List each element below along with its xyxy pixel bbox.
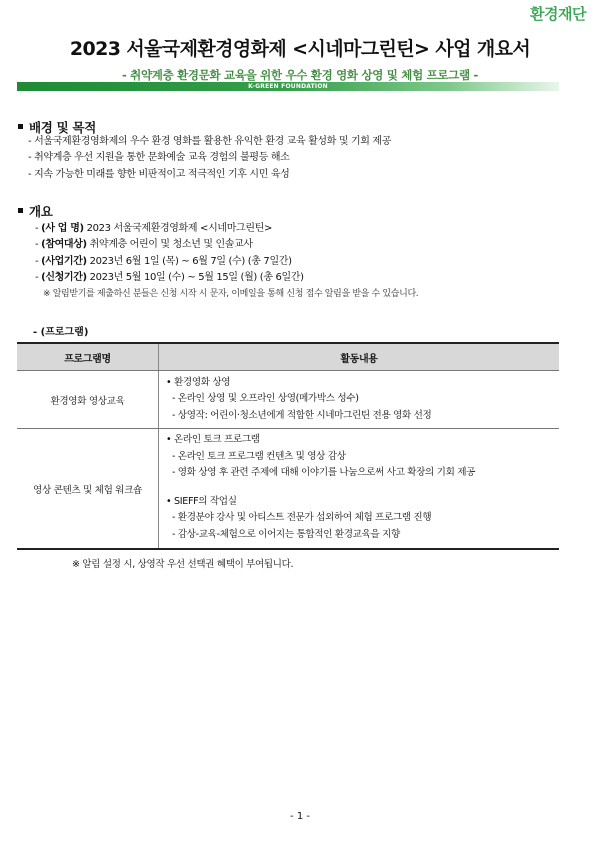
section-heading-text: 개요 — [29, 204, 53, 219]
dash: - — [35, 255, 42, 267]
activity-detail: - 환경분야 강사 및 아티스트 전문가 섭외하여 체험 프로그램 진행 — [172, 512, 432, 523]
table-row — [17, 429, 559, 550]
item-value: 취약계층 어린이 및 청소년 및 인솔교사 — [86, 239, 253, 251]
activity-detail: - 상영작: 어린이·청소년에게 적합한 시네마그린틴 전용 영화 선정 — [172, 409, 432, 421]
notice-text: ※ 알림받기를 제출하신 분들은 신청 시작 시 문자, 이메일을 통해 신청 접수 알림을 받을 수 있습니다. — [43, 289, 419, 300]
list-item — [35, 237, 418, 253]
list-item — [35, 254, 418, 270]
list-item: - 지속 가능한 미래를 향한 비판적이고 적극적인 기후 시민 육성 — [28, 168, 290, 180]
dash: - — [35, 223, 42, 234]
square-bullet-icon — [18, 124, 23, 129]
square-bullet-icon — [18, 208, 23, 213]
page-subtitle: - 취약계층 환경문화 교육을 위한 우수 환경 영화 상영 및 체험 프로그램 - — [121, 68, 479, 82]
background-list — [28, 134, 391, 183]
page-number: - 1 - — [290, 811, 310, 822]
program-name-cell: 영상 콘텐츠 및 체험 워크숍 — [17, 429, 159, 550]
activity-bullet: • 환경영화 상영 — [166, 376, 231, 388]
page-title: 2023 서울국제환경영화제 <시네마그린틴> 사업 개요서 — [69, 38, 531, 60]
activity-detail: - 온라인 토크 프로그램 컨텐츠 및 영상 감상 — [172, 450, 346, 462]
table-header-row — [17, 343, 559, 371]
list-item — [35, 221, 418, 237]
activity-bullet: • 온라인 토크 프로그램 — [166, 434, 260, 445]
item-label: (사업기간) — [41, 255, 87, 267]
activity-bullet: • SIEFF의 작업실 — [166, 495, 237, 507]
activity-detail: - 온라인 상영 및 오프라인 상영(메가박스 성수) — [172, 393, 359, 405]
section-heading-text: 배경 및 목적 — [29, 120, 96, 135]
section-overview-heading — [18, 202, 53, 220]
item-value: 2023년 5월 10일 (수) ~ 5월 15일 (월) (총 6일간) — [86, 271, 304, 283]
dash: - — [35, 239, 42, 251]
foundation-banner: K-GREEN FOUNDATION — [17, 82, 559, 91]
program-label: - (프로그램) — [33, 327, 89, 338]
footnote: ※ 알림 설정 시, 상영작 우선 선택권 혜택이 부여됩니다. — [72, 559, 294, 570]
item-label: (신청기간) — [41, 271, 87, 283]
program-table — [17, 342, 559, 550]
column-header-activities: 활동내용 — [159, 343, 560, 371]
activity-detail: - 영화 상영 후 관련 주제에 대해 이야기를 나눔으로써 사고 확장의 기회 제공 — [172, 467, 476, 478]
foundation-logo: 환경재단 — [530, 5, 586, 23]
overview-list — [35, 221, 418, 302]
list-item: - 서울국제환경영화제의 우수 환경 영화를 활용한 유익한 환경 교육 활성화 및 기회 제공 — [28, 136, 392, 147]
column-header-program-name: 프로그램명 — [17, 343, 159, 371]
activity-detail: - 감상-교육-체험으로 이어지는 통합적인 환경교육을 지향 — [172, 528, 400, 540]
activities-cell — [159, 371, 560, 429]
program-name-cell: 환경영화 영상교육 — [17, 371, 159, 429]
table-row — [17, 371, 559, 429]
list-item — [35, 270, 418, 286]
item-value: 2023 서울국제환경영화제 <시네마그린틴> — [83, 223, 272, 234]
item-value: 2023년 6월 1일 (목) ~ 6월 7일 (수) (총 7일간) — [86, 255, 292, 267]
item-label: (참여대상) — [41, 239, 87, 251]
dash: - — [35, 271, 42, 283]
item-label: (사 업 명) — [41, 223, 84, 234]
activities-cell — [159, 429, 560, 550]
list-item: - 취약계층 우선 지원을 통한 문화예술 교육 경험의 불평등 해소 — [28, 152, 290, 164]
